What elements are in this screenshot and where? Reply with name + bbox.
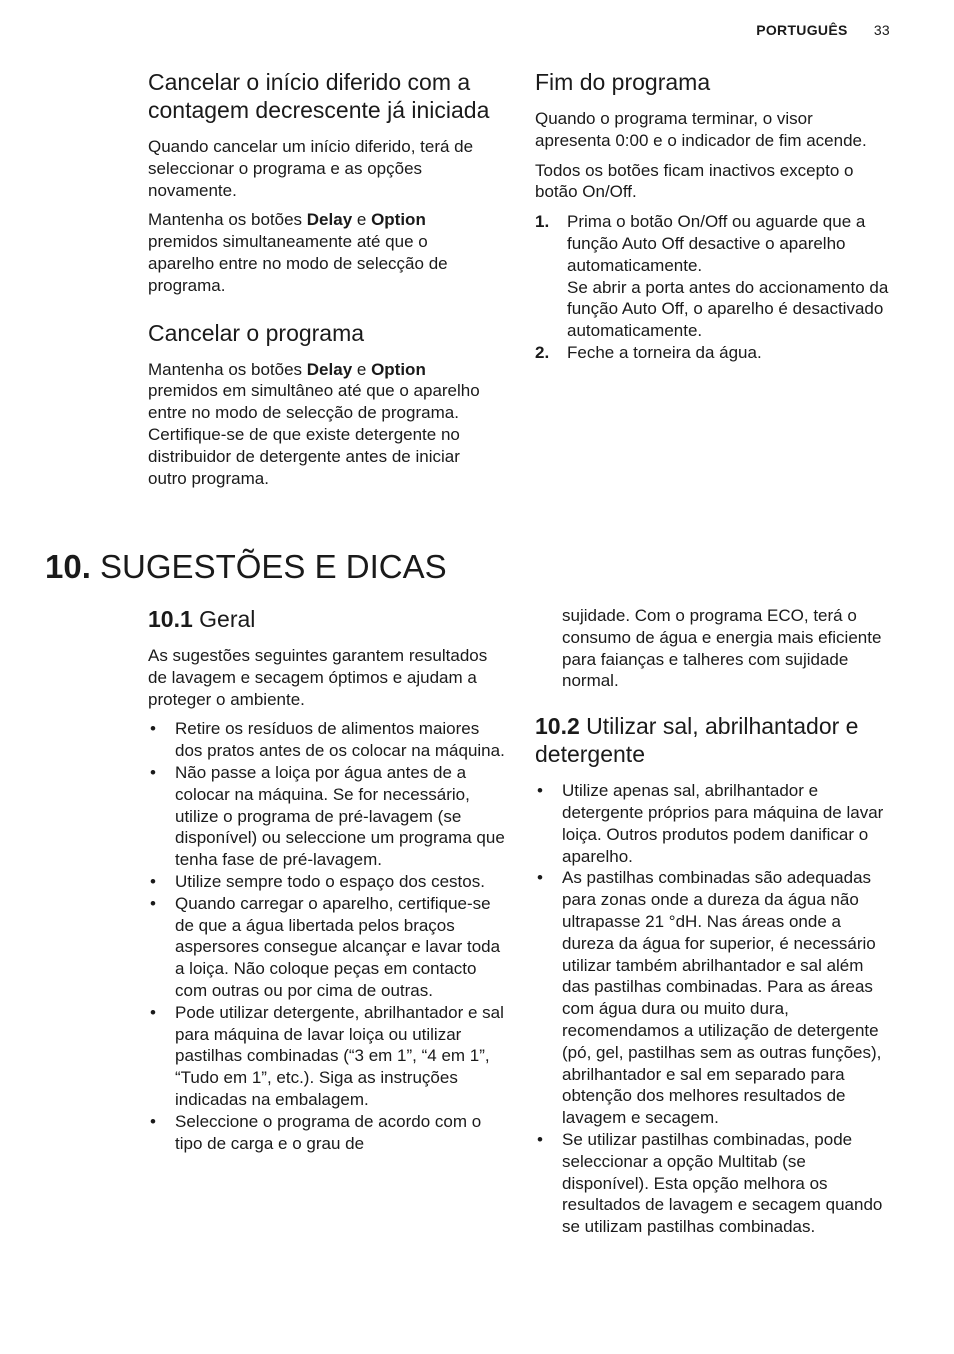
list-item: 1. Prima o botão On/Off ou aguarde que a função Auto Off desactive o aparelho automaticamente. Se abrir a porta antes do accionamento da função Auto Off, o aparelho é desactivado automaticamente. [535, 212, 889, 341]
paragraph-cancel-program: Mantenha os botões Delay e Option premidos em simultâneo até que o aparelho entre no modo de selecção de programa. Certifique-se de que existe detergente no distribuidor de detergente antes de iniciar outro programa. [148, 359, 480, 488]
heading-cancel-delay: Cancelar o início diferido com a contagem decrescente já iniciada [148, 69, 490, 123]
list-item: • Não passe a loiça por água antes de a colocar na máquina. Se for necessário, utilize o programa de pré-lavagem (se disponível) ou seleccione um programa que tenha fase de pré-lavagem. [148, 762, 506, 871]
paragraph-cancel-delay-1: Quando cancelar um início diferido, terá de seleccionar o programa e as opções novamente. [148, 137, 474, 200]
delay-button-name: Delay [306, 210, 353, 230]
paragraph-cancel-delay-2: Mantenha os botões Delay e Option premidos simultaneamente até que o aparelho entre no modo de selecção de programa. [148, 210, 448, 295]
paragraph-end-1: Quando o programa terminar, o visor apresenta 0:00 e o indicador de fim acende. [535, 109, 867, 150]
list-item: • Se utilizar pastilhas combinadas, pode seleccionar a opção Multitab (se disponível). Esta opção melhora os resultados de lavagem e secagem quando se utilizam pastilhas combinadas. [535, 1129, 891, 1238]
heading-end-of-program: Fim do programa [535, 69, 711, 95]
list-item: • Retire os resíduos de alimentos maiores dos pratos antes de os colocar na máquina. [148, 718, 506, 762]
heading-general: 10.1 Geral [148, 606, 256, 632]
option-button-name: Option [371, 359, 426, 379]
left-column-bottom [148, 605, 506, 1154]
right-column-bottom [535, 605, 891, 1238]
left-column-top [148, 68, 498, 497]
right-column-top [535, 68, 891, 364]
chapter-number: 10. [45, 548, 91, 585]
option-button-name: Option [371, 210, 426, 230]
salt-tips-list [535, 780, 891, 1238]
heading-cancel-program: Cancelar o programa [148, 319, 365, 346]
end-steps-list [535, 211, 891, 364]
general-tips-list [148, 718, 506, 1154]
step-number: 1. [535, 212, 550, 232]
language-label: PORTUGUÊS [756, 22, 848, 38]
list-item: • Seleccione o programa de acordo com o tipo de carga e o grau de [148, 1111, 506, 1155]
list-item: • Utilize sempre todo o espaço dos cestos. [148, 871, 506, 893]
delay-button-name: Delay [306, 359, 353, 379]
heading-salt-rinse-detergent: 10.2 Utilizar sal, abrilhantador e detergente [535, 713, 859, 768]
page-number: 33 [873, 22, 890, 38]
paragraph-general-intro: As sugestões seguintes garantem resultados de lavagem e secagem óptimos e ajudam a proteger o ambiente. [148, 646, 488, 709]
list-item: • As pastilhas combinadas são adequadas para zonas onde a dureza da água não ultrapasse 21 °dH. Nas áreas onde a dureza da água for superior, é necessário utilizar também abrilhantador e sal além das pastilhas combinadas. Para as áreas com água dura ou muito dura, recomendamos a utilização de detergente (pó, gel, pastilhas sem as outras funções), abrilhantador e sal em separado para obtenção dos melhores resultados de lavagem e secagem. [535, 867, 891, 1129]
step-number: 2. [535, 342, 550, 362]
list-item: • Quando carregar o aparelho, certifique-se de que a água libertada pelos braços aspersores consegue alcançar e lavar toda a loiça. Não coloque peças em contacto com outras ou por cima de outras. [148, 893, 506, 1002]
general-tip-continuation: sujidade. Com o programa ECO, terá o consumo de água e energia mais eficiente para faianças e talheres com sujidade normal. [562, 606, 882, 691]
page-header [756, 22, 890, 38]
list-item: • Pode utilizar detergente, abrilhantador e sal para máquina de lavar loiça ou utilizar pastilhas combinadas (“3 em 1”, “4 em 1”, “Tudo em 1”, etc.). Siga as instruções indicadas na embalagem. [148, 1002, 506, 1111]
chapter-title: 10. SUGESTÕES E DICAS [45, 548, 447, 585]
paragraph-end-2: Todos os botões ficam inactivos excepto o botão On/Off. [535, 160, 854, 202]
list-item: 2. Feche a torneira da água. [535, 342, 762, 362]
list-item: • Utilize apenas sal, abrilhantador e detergente próprios para máquina de lavar loiça. Outros produtos podem danificar o aparelho. [535, 780, 891, 867]
